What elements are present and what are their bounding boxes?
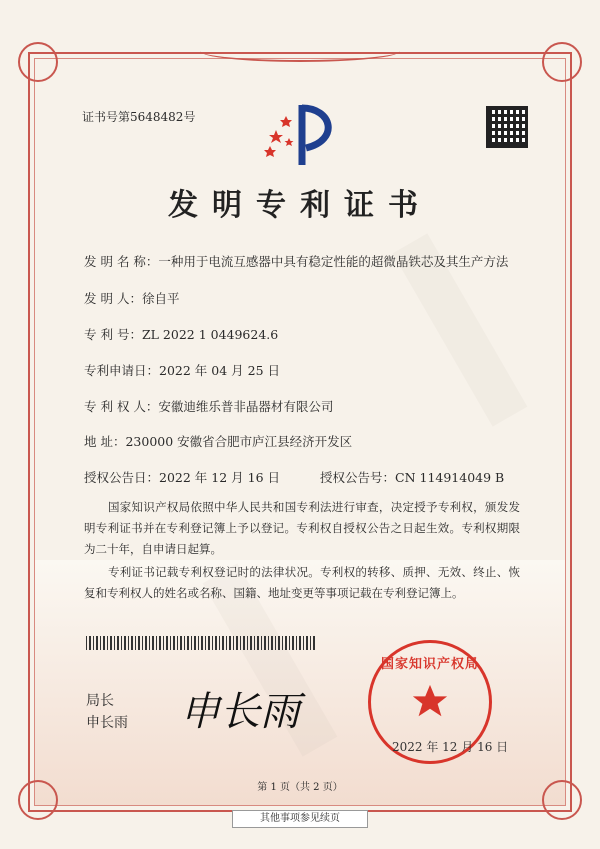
field-grant-date xyxy=(84,468,280,486)
field-address xyxy=(84,432,352,450)
field-label: 地 址： xyxy=(84,434,126,449)
cnipa-logo xyxy=(262,100,342,170)
page-number: 第 1 页（共 2 页） xyxy=(257,782,343,793)
field-label: 专 利 权 人： xyxy=(84,399,159,414)
handwritten-signature: 申长雨 xyxy=(180,689,300,735)
field-label: 发 明 人： xyxy=(84,291,142,306)
corner-ornament xyxy=(542,42,582,82)
top-ornament xyxy=(200,40,400,62)
field-value: 230000 安徽省合肥市庐江县经济开发区 xyxy=(125,434,353,449)
field-label: 发 明 名 称： xyxy=(84,254,159,269)
signer-title: 局长 xyxy=(86,693,114,709)
field-inventor xyxy=(84,289,179,307)
field-invention-name xyxy=(84,252,508,270)
seal-text: 国家知识产权局 xyxy=(380,657,479,672)
continued-note: 其他事项参见续页 xyxy=(232,810,368,828)
field-label: 专 利 号： xyxy=(84,327,142,342)
field-value: 2022 年 04 月 25 日 xyxy=(159,363,281,378)
field-value: CN 114914049 B xyxy=(395,470,505,485)
field-label: 授权公告日： xyxy=(84,470,160,485)
field-patentee xyxy=(84,397,333,415)
paragraph: 国家知识产权局依照中华人民共和国专利法进行审查，决定授予专利权，颁发发明专利证书并在专利登记簿上予以登记。专利权自授权公告之日起生效。专利权期限为二十年，自申请日起算。 xyxy=(84,500,520,556)
field-value: 徐自平 xyxy=(141,291,180,306)
qr-code xyxy=(486,106,528,148)
page-title: 发明专利证书 xyxy=(168,188,432,223)
field-label: 专利申请日： xyxy=(84,363,160,378)
field-value: 一种用于电流互感器中具有稳定性能的超微晶铁芯及其生产方法 xyxy=(158,254,509,269)
field-value: 2022 年 12 月 16 日 xyxy=(159,470,281,485)
paragraph: 专利证书记载专利权登记时的法律状况。专利权的转移、质押、无效、终止、恢复和专利权人的姓名或名称、国籍、地址变更等事项记载在专利登记簿上。 xyxy=(84,565,520,600)
field-value: ZL 2022 1 0449624.6 xyxy=(141,327,279,342)
field-label: 授权公告号： xyxy=(320,470,396,485)
field-publication-number xyxy=(320,468,504,486)
field-application-date xyxy=(84,361,280,379)
certificate-number: 证书号第5648482号 xyxy=(82,110,196,124)
field-patent-number xyxy=(84,325,278,343)
corner-ornament xyxy=(18,42,58,82)
barcode xyxy=(86,636,316,650)
signer-name: 申长雨 xyxy=(86,715,128,731)
seal-date: 2022 年 12 月 16 日 xyxy=(392,740,509,754)
national-emblem-icon xyxy=(371,683,489,721)
field-value: 安徽迪维乐普非晶器材有限公司 xyxy=(158,399,334,414)
